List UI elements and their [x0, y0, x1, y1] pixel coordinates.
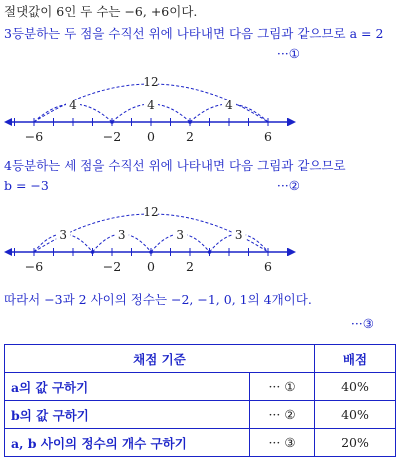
header-criteria: 채점 기준: [5, 345, 315, 373]
number-line-2: [0, 202, 400, 277]
row-criteria: a의 값 구하기: [5, 373, 250, 401]
inner-arc-label: 3: [176, 228, 185, 242]
number-line-1: [0, 72, 400, 147]
axis-arrow-left-icon: [4, 248, 12, 256]
row-step-marker: ··· ③: [250, 429, 315, 457]
step3-text: 따라서 −3과 2 사이의 정수는 −2, −1, 0, 1의 4개이다.: [4, 292, 312, 307]
intro-text: 절댓값이 6인 두 수는 −6, +6이다.: [4, 4, 198, 19]
grading-table: [4, 344, 396, 457]
tick-label: −6: [24, 259, 44, 274]
step2-marker: ···②: [276, 178, 300, 193]
division-point: [188, 120, 192, 124]
tick-label: 2: [186, 259, 194, 274]
inner-arc-label: 4: [147, 98, 155, 112]
step2-text: 4등분하는 세 점을 수직선 위에 나타내면 다음 그림과 같으므로: [4, 158, 346, 173]
axis-arrow-left-icon: [4, 118, 12, 126]
tick-label: 6: [264, 259, 272, 274]
grading-header-row: [5, 345, 396, 373]
inner-arc-label: 3: [234, 228, 243, 242]
row-step-marker: ··· ①: [250, 373, 315, 401]
inner-arc-label: 3: [117, 228, 126, 242]
row-criteria: a, b 사이의 정수의 개수 구하기: [5, 429, 250, 457]
tick-label: −6: [24, 129, 44, 144]
tick-label: 2: [186, 129, 194, 144]
grading-row: [5, 429, 396, 457]
axis-arrow-right-icon: [288, 248, 296, 256]
inner-arc-label: 4: [225, 98, 233, 112]
axis-arrow-right-icon: [288, 118, 296, 126]
division-point: [208, 250, 212, 254]
inner-arc-label: 4: [69, 98, 77, 112]
grading-row: [5, 373, 396, 401]
step2-b-value: b = −3: [4, 178, 49, 193]
tick-label: −2: [102, 259, 122, 274]
row-step-marker: ··· ②: [250, 401, 315, 429]
tick-label: −2: [102, 129, 122, 144]
step1-text: 3등분하는 두 점을 수직선 위에 나타내면 다음 그림과 같으므로 a = 2: [4, 26, 384, 41]
row-points: 40%: [315, 401, 396, 429]
tick-label: 6: [264, 129, 272, 144]
division-point: [149, 250, 153, 254]
row-criteria: b의 값 구하기: [5, 401, 250, 429]
row-points: 40%: [315, 373, 396, 401]
step1-marker: ···①: [276, 46, 300, 61]
row-points: 20%: [315, 429, 396, 457]
division-point: [91, 250, 95, 254]
tick-label: 0: [147, 129, 155, 144]
step3-marker: ···③: [350, 316, 374, 331]
division-point: [110, 120, 114, 124]
inner-arc-label: 3: [59, 228, 68, 242]
header-points: 배점: [315, 345, 396, 373]
outer-arc-label: 12: [143, 205, 159, 219]
tick-label: 0: [147, 259, 155, 274]
outer-arc-label: 12: [143, 75, 159, 89]
grading-row: [5, 401, 396, 429]
